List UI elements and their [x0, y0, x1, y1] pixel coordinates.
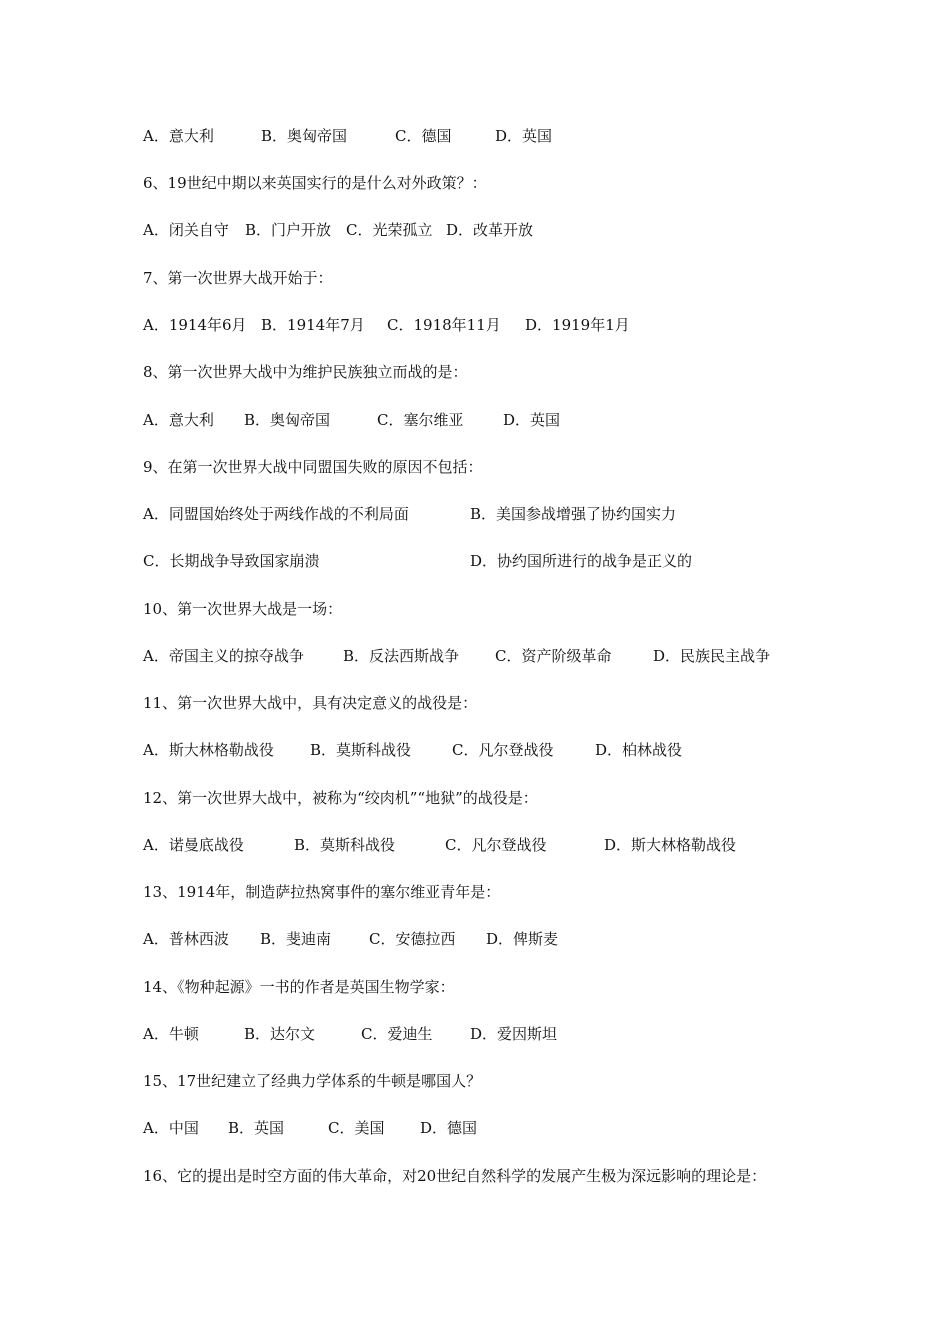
option-b: B．莫斯科战役 [310, 741, 412, 759]
option-c: C．安德拉西 [369, 930, 456, 948]
option-b: B．斐迪南 [260, 930, 332, 948]
question-10: 10、第一次世界大战是一场： [143, 600, 343, 618]
option-b: B．反法西斯战争 [343, 647, 460, 665]
option-a: A．意大利 [143, 411, 214, 429]
option-b: B．莫斯科战役 [294, 836, 396, 854]
option-d: D．英国 [495, 127, 553, 145]
option-c: C．资产阶级革命 [495, 647, 612, 665]
option-d: D．柏林战役 [595, 741, 683, 759]
question-13: 13、1914年，制造萨拉热窝事件的塞尔维亚青年是： [143, 883, 501, 901]
option-c: C．凡尔登战役 [452, 741, 554, 759]
option-a: A．斯大林格勒战役 [143, 741, 274, 759]
option-b: B．美国参战增强了协约国实力 [470, 505, 677, 523]
option-d: D．英国 [503, 411, 561, 429]
option-b: B．奥匈帝国 [261, 127, 348, 145]
question-6: 6、19世纪中期以来英国实行的是什么对外政策？： [143, 174, 487, 192]
option-d: D．改革开放 [446, 221, 534, 239]
option-b: B．英国 [228, 1119, 285, 1137]
question-15: 15、17世纪建立了经典力学体系的牛顿是哪国人？ [143, 1072, 482, 1090]
option-d: D．1919年1月 [525, 316, 630, 334]
option-a: A．牛顿 [143, 1025, 199, 1043]
option-b: B．1914年7月 [261, 316, 365, 334]
option-c: C．美国 [328, 1119, 385, 1137]
option-a: A．普林西波 [143, 930, 229, 948]
option-d: D．民族民主战争 [653, 647, 771, 665]
question-7: 7、第一次世界大战开始于： [143, 269, 333, 287]
option-d: D．斯大林格勒战役 [604, 836, 737, 854]
question-14: 14、《物种起源》一书的作者是英国生物学家： [143, 978, 455, 996]
option-a: A．诺曼底战役 [143, 836, 244, 854]
option-b: B．奥匈帝国 [244, 411, 331, 429]
option-a: A．闭关自守 [143, 221, 229, 239]
option-d: D．俾斯麦 [486, 930, 559, 948]
question-9: 9、在第一次世界大战中同盟国失败的原因不包括： [143, 458, 483, 476]
option-c: C．德国 [395, 127, 452, 145]
option-a: A．帝国主义的掠夺战争 [143, 647, 304, 665]
option-b: B．达尔文 [244, 1025, 316, 1043]
question-12: 12、第一次世界大战中，被称为“绞肉机”“地狱”的战役是： [143, 789, 538, 807]
option-c: C．光荣孤立 [346, 221, 433, 239]
option-a: A．同盟国始终处于两线作战的不利局面 [143, 505, 409, 523]
option-c: C．长期战争导致国家崩溃 [143, 552, 320, 570]
option-b: B．门户开放 [245, 221, 332, 239]
question-8: 8、第一次世界大战中为维护民族独立而战的是： [143, 363, 468, 381]
option-d: D．爱因斯坦 [470, 1025, 558, 1043]
option-c: C．塞尔维亚 [377, 411, 464, 429]
option-a: A．意大利 [143, 127, 214, 145]
option-d: D．协约国所进行的战争是正义的 [470, 552, 693, 570]
option-a: A．中国 [143, 1119, 199, 1137]
option-d: D．德国 [420, 1119, 478, 1137]
option-c: C．爱迪生 [361, 1025, 433, 1043]
question-11: 11、第一次世界大战中，具有决定意义的战役是： [143, 694, 478, 712]
option-a: A．1914年6月 [143, 316, 247, 334]
option-c: C．凡尔登战役 [445, 836, 547, 854]
option-c: C．1918年11月 [387, 316, 501, 334]
question-16: 16、它的提出是时空方面的伟大革命，对20世纪自然科学的发展产生极为深远影响的理论是： [143, 1167, 767, 1185]
